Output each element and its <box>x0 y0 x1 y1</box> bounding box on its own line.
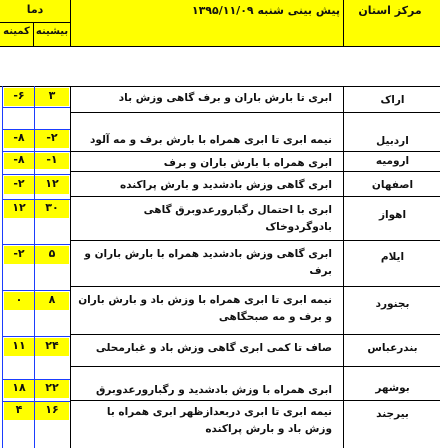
row-divider <box>2 151 70 152</box>
row-divider <box>70 400 440 401</box>
row-divider <box>2 129 70 130</box>
max-temp: ۱۲ <box>45 177 59 190</box>
forecast-description: ابری تا بارش باران و برف گاهی وزش باد <box>118 92 332 104</box>
row-divider <box>2 199 70 200</box>
max-temp: -۲ <box>46 131 58 144</box>
max-temp: ۸ <box>48 293 56 306</box>
temp-column-border <box>2 86 3 448</box>
header-divider <box>343 0 344 46</box>
temp-column-border <box>34 86 35 448</box>
row-divider <box>70 112 440 113</box>
max-header: بیشینه <box>35 26 69 37</box>
min-temp: -۲ <box>13 247 25 260</box>
table-divider <box>70 86 71 448</box>
forecast-description: ابری با احتمال رگبارورعدوبرق گاهی بادوگردوخاک <box>143 204 332 233</box>
forecast-description: ابری همراه با وزش بادشدید و رگبارورعدوبرق <box>95 384 332 396</box>
min-temp: -۶ <box>13 89 25 102</box>
city-name: اصفهان <box>371 179 414 191</box>
province-center-header: مرکز استان <box>358 4 422 17</box>
max-temp: ۳۰ <box>45 201 59 214</box>
forecast-description: ابری گاهی وزش بادشدید و بارش پراکنده <box>120 179 332 191</box>
city-name: ارومیه <box>375 155 410 167</box>
min-temp: -۸ <box>13 131 25 144</box>
temp-header: دما <box>26 3 44 16</box>
header-divider <box>33 22 34 46</box>
row-divider <box>70 334 440 335</box>
header-border <box>0 46 440 47</box>
header-divider <box>70 0 71 46</box>
min-temp: ۱۸ <box>12 381 26 394</box>
city-name: اراک <box>380 94 405 106</box>
city-name: بجنورد <box>375 298 410 310</box>
min-temp: -۸ <box>13 153 25 166</box>
row-divider <box>70 286 440 287</box>
min-temp: ۱۱ <box>12 339 26 352</box>
city-name: اردبیل <box>376 135 409 147</box>
header-divider <box>0 22 70 23</box>
row-divider <box>70 366 440 367</box>
min-temp: ۱۲ <box>12 201 26 214</box>
city-name: بیرجند <box>376 408 409 420</box>
table-divider <box>343 86 344 448</box>
forecast-description: نیمه ابری تا ابری همراه با وزش باد و بارش باران و برف و مه صبحگاهی <box>78 294 332 323</box>
forecast-description: صاف تا کمی ابری گاهی وزش باد و غبارمحلی <box>95 342 332 354</box>
city-name: بندرعباس <box>367 342 418 354</box>
max-temp: ۱۶ <box>45 403 59 416</box>
table-top-border <box>0 86 440 87</box>
max-temp: ۵ <box>48 247 56 260</box>
max-temp: ۳ <box>48 89 56 102</box>
min-temp: ۴ <box>15 403 23 416</box>
row-divider <box>2 107 70 108</box>
max-temp: ۲۲ <box>45 381 59 394</box>
min-header: کمینه <box>3 26 30 37</box>
row-divider <box>2 290 70 291</box>
forecast-description: نیمه ابری تا ابری همراه با بارش برف و مه آلود <box>89 134 332 146</box>
row-divider <box>2 174 70 175</box>
forecast-description: ابری همراه با بارش باران و برف <box>163 157 332 169</box>
forecast-title: پیش بینی شنبه ۱۳۹۵/۱۱/۰۹ <box>191 4 340 17</box>
city-name: بوشهر <box>375 382 410 394</box>
max-temp: -۱ <box>46 153 58 166</box>
row-divider <box>70 171 440 172</box>
forecast-description: نیمه ابری تا ابری دربعدازظهر ابری همراه با وزش باد و بارش پراکنده <box>106 406 332 435</box>
row-divider <box>2 336 70 337</box>
city-name: اهواز <box>378 209 407 221</box>
row-divider <box>70 196 440 197</box>
min-temp: -۲ <box>13 177 25 190</box>
forecast-description: ابری گاهی وزش بادشدید همراه با بارش باران و برف <box>84 248 332 277</box>
min-temp: ۰ <box>15 293 23 306</box>
city-name: ایلام <box>380 251 405 263</box>
row-divider <box>2 379 70 380</box>
row-divider <box>70 240 440 241</box>
row-divider <box>2 244 70 245</box>
row-divider <box>2 401 70 402</box>
max-temp: ۲۴ <box>45 339 59 352</box>
